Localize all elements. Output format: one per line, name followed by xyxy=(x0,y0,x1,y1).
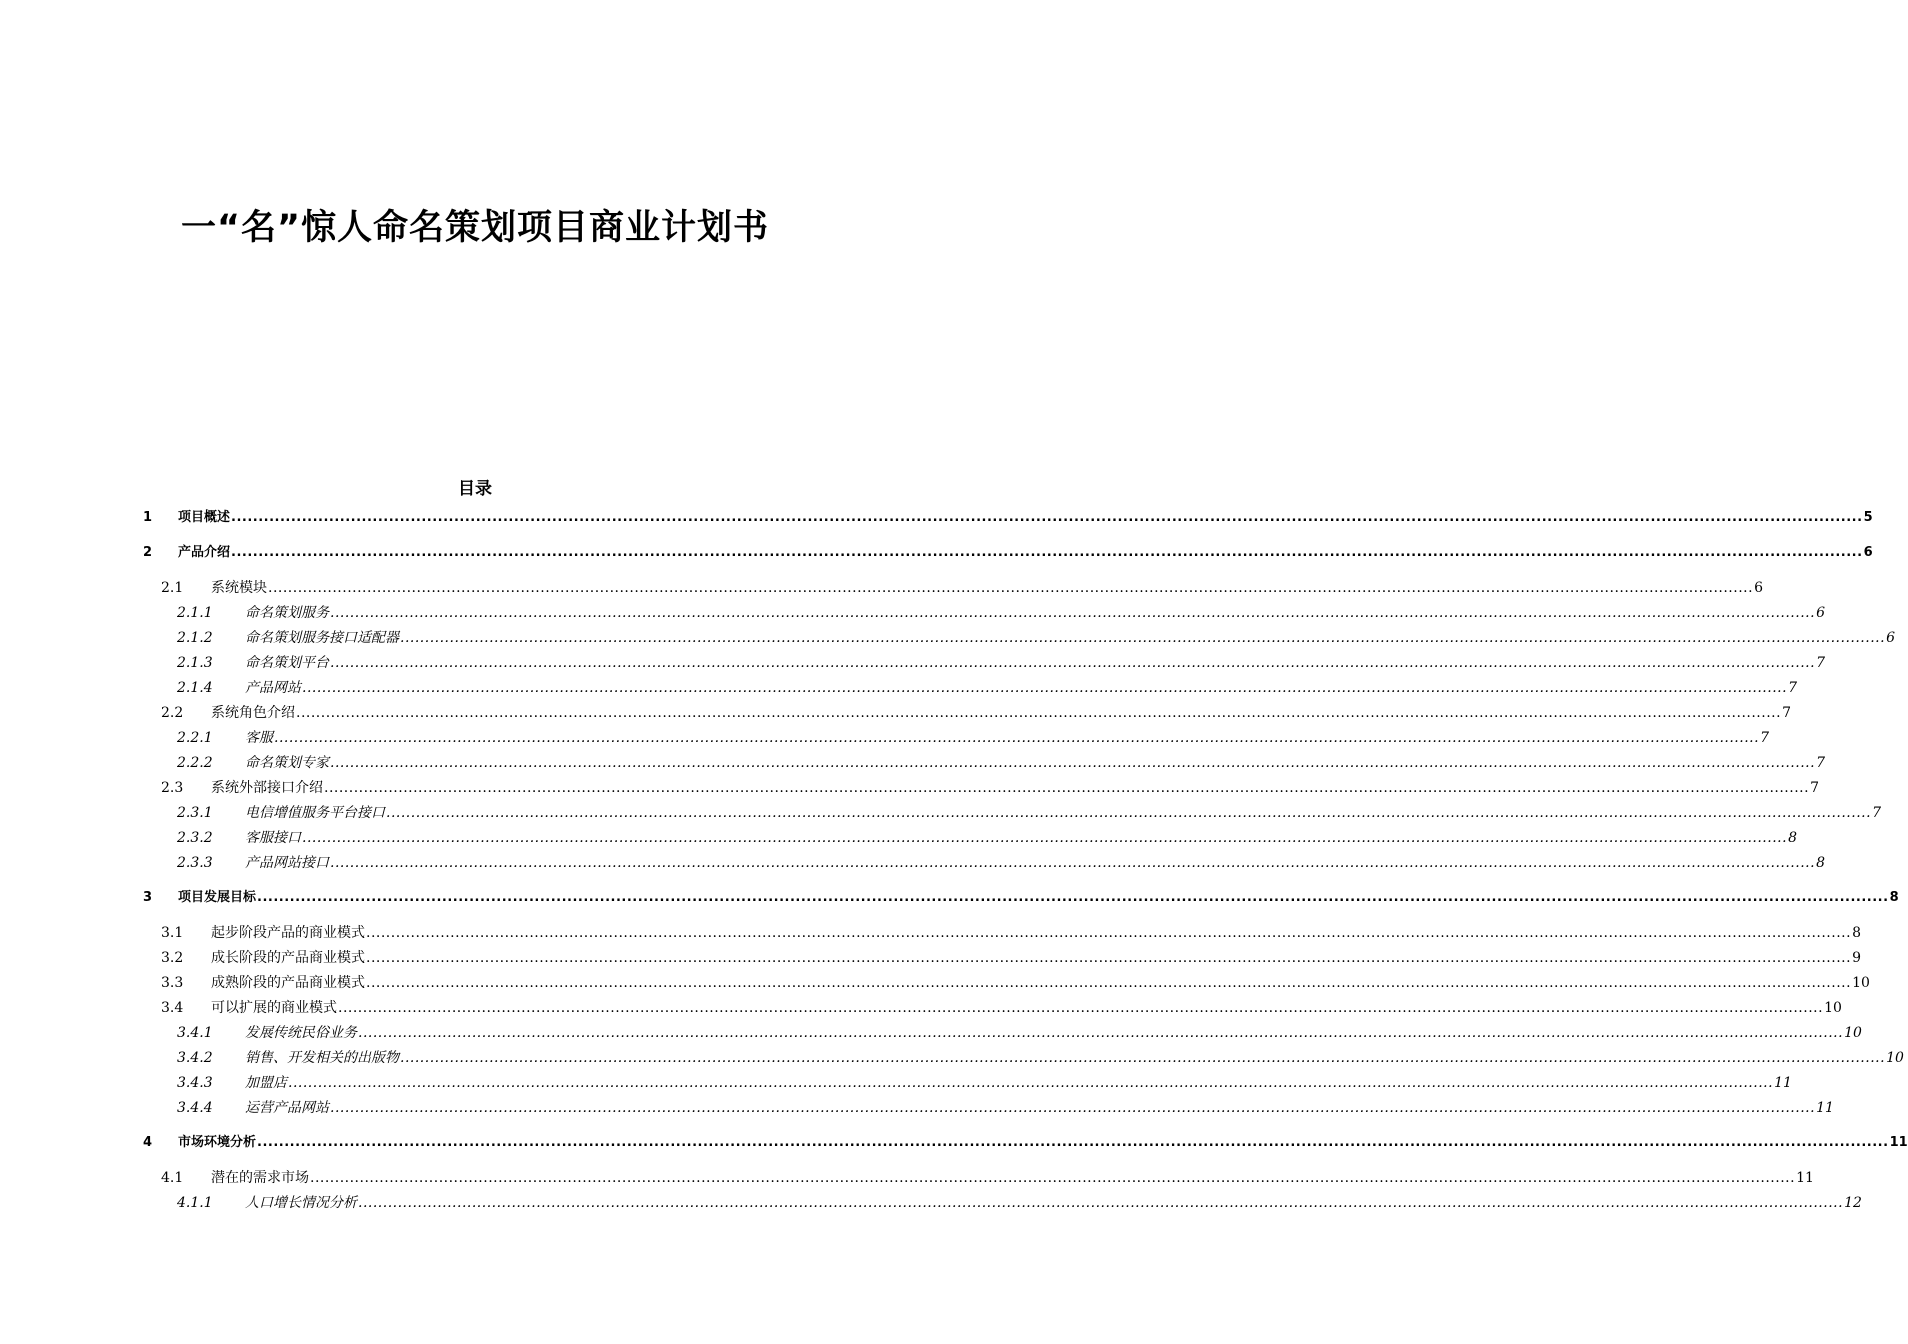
toc-entry-number: 4.1.1 xyxy=(177,1195,213,1211)
toc-entry-page: 7 xyxy=(1816,755,1825,771)
toc-entry-label: 客服接口 xyxy=(245,830,301,846)
toc-entry-line xyxy=(211,704,1791,722)
toc-entry-label: 电信增值服务平台接口 xyxy=(245,805,385,821)
toc-entry-line xyxy=(211,949,1861,967)
toc-entry-label: 命名策划平台 xyxy=(245,655,329,671)
toc-entry-label: 潜在的需求市场 xyxy=(211,1170,309,1186)
toc-entry-page: 7 xyxy=(1788,680,1797,696)
toc-entry-page: 11 xyxy=(1796,1170,1814,1186)
toc-entry-number: 1 xyxy=(143,510,153,525)
toc-entry-page: 8 xyxy=(1852,925,1861,941)
toc-entry-line xyxy=(245,854,1825,872)
toc-entry-number: 3.4.1 xyxy=(177,1025,213,1041)
toc-entry-label: 项目发展目标 xyxy=(178,890,257,905)
toc-entry-number: 3 xyxy=(143,890,153,905)
toc-entry-number: 3.2 xyxy=(161,950,184,966)
toc-entry-label: 项目概述 xyxy=(178,510,231,525)
toc-entry-page: 7 xyxy=(1810,780,1819,796)
toc-entry-line xyxy=(245,1024,1862,1042)
toc-entry-label: 客服 xyxy=(245,730,273,746)
toc-dot-leader: ............................................................................................................................................................................................................................................................................................................ xyxy=(386,805,1872,821)
toc-dot-leader: ............................................................................................................................................................................................................................................................................................................ xyxy=(330,1100,1816,1116)
toc-dot-leader: ............................................................................................................................................................................................................................................................................................................ xyxy=(324,780,1810,796)
toc-entry-label: 产品网站接口 xyxy=(245,855,329,871)
toc-entry-line xyxy=(245,1049,1904,1067)
toc-entry-label: 系统角色介绍 xyxy=(211,705,295,721)
toc-dot-leader: ............................................................................................................................................................................................................................................................................................................ xyxy=(400,630,1886,646)
toc-dot-leader: ............................................................................................................................................................................................................................................................................................................ xyxy=(366,950,1852,966)
toc-entry-number: 3.4.2 xyxy=(177,1050,213,1066)
toc-dot-leader: ............................................................................................................................................................................................................................................................................................................ xyxy=(366,975,1852,991)
document-title: 一“名”惊人命名策划项目商业计划书 xyxy=(180,208,769,248)
toc-entry-label: 市场环境分析 xyxy=(178,1135,257,1150)
toc-entry-line xyxy=(245,654,1825,672)
toc-entry-number: 3.1 xyxy=(161,925,184,941)
toc-dot-leader: ............................................................................................................................................................................................................................................................................................................ xyxy=(257,1135,1889,1150)
toc-dot-leader: ............................................................................................................................................................................................................................................................................................................ xyxy=(296,705,1782,721)
toc-entry-page: 8 xyxy=(1889,890,1899,905)
toc-entry-line xyxy=(245,1194,1862,1212)
toc-entry-line xyxy=(211,974,1870,992)
toc-dot-leader: ............................................................................................................................................................................................................................................................................................................ xyxy=(366,925,1852,941)
toc-entry-line xyxy=(211,1169,1814,1187)
toc-entry-line xyxy=(178,1134,1908,1152)
toc-entry-label: 系统外部接口介绍 xyxy=(211,780,323,796)
toc-entry-number: 2.2 xyxy=(161,705,184,721)
toc-entry-label: 人口增长情况分析 xyxy=(245,1195,357,1211)
toc-entry-line xyxy=(178,544,1873,562)
toc-entry-number: 2.1.4 xyxy=(177,680,213,696)
toc-entry-line xyxy=(178,889,1899,907)
toc-dot-leader: ............................................................................................................................................................................................................................................................................................................ xyxy=(338,1000,1824,1016)
toc-dot-leader: ............................................................................................................................................................................................................................................................................................................ xyxy=(257,890,1889,905)
toc-dot-leader: ............................................................................................................................................................................................................................................................................................................ xyxy=(288,1075,1774,1091)
toc-heading: 目录 xyxy=(458,479,492,499)
toc-entry-page: 7 xyxy=(1760,730,1769,746)
toc-entry-label: 命名策划服务接口适配器 xyxy=(245,630,399,646)
toc-entry-line xyxy=(245,679,1797,697)
toc-dot-leader: ............................................................................................................................................................................................................................................................................................................ xyxy=(330,605,1816,621)
toc-entry-number: 3.3 xyxy=(161,975,184,991)
toc-entry-page: 6 xyxy=(1816,605,1825,621)
toc-entry-number: 2.3.2 xyxy=(177,830,213,846)
toc-entry-label: 运营产品网站 xyxy=(245,1100,329,1116)
toc-entry-line xyxy=(245,804,1881,822)
toc-dot-leader: ............................................................................................................................................................................................................................................................................................................ xyxy=(358,1025,1844,1041)
toc-entry-line xyxy=(211,579,1763,597)
toc-entry-label: 命名策划服务 xyxy=(245,605,329,621)
toc-entry-number: 2.1.3 xyxy=(177,655,213,671)
toc-entry-page: 9 xyxy=(1852,950,1861,966)
toc-dot-leader: ............................................................................................................................................................................................................................................................................................................ xyxy=(330,755,1816,771)
toc-entry-number: 3.4.4 xyxy=(177,1100,213,1116)
toc-entry-label: 发展传统民俗业务 xyxy=(245,1025,357,1041)
toc-entry-number: 4.1 xyxy=(161,1170,184,1186)
toc-entry-label: 命名策划专家 xyxy=(245,755,329,771)
toc-entry-line xyxy=(245,1099,1834,1117)
toc-entry-line xyxy=(245,1074,1792,1092)
toc-entry-label: 起步阶段产品的商业模式 xyxy=(211,925,365,941)
toc-dot-leader: ............................................................................................................................................................................................................................................................................................................ xyxy=(268,580,1754,596)
toc-entry-label: 可以扩展的商业模式 xyxy=(211,1000,337,1016)
toc-entry-number: 2.2.1 xyxy=(177,730,213,746)
toc-entry-line xyxy=(245,629,1895,647)
toc-entry-line xyxy=(211,779,1819,797)
toc-entry-number: 2.2.2 xyxy=(177,755,213,771)
toc-entry-label: 系统模块 xyxy=(211,580,267,596)
toc-dot-leader: ............................................................................................................................................................................................................................................................................................................ xyxy=(400,1050,1886,1066)
toc-entry-page: 10 xyxy=(1844,1025,1862,1041)
toc-dot-leader: ............................................................................................................................................................................................................................................................................................................ xyxy=(231,510,1863,525)
toc-entry-number: 4 xyxy=(143,1135,153,1150)
toc-entry-page: 11 xyxy=(1774,1075,1792,1091)
toc-entry-page: 10 xyxy=(1852,975,1870,991)
toc-entry-label: 销售、开发相关的出版物 xyxy=(245,1050,399,1066)
toc-entry-line xyxy=(178,509,1873,527)
toc-entry-page: 8 xyxy=(1816,855,1825,871)
toc-dot-leader: ............................................................................................................................................................................................................................................................................................................ xyxy=(310,1170,1796,1186)
toc-entry-label: 成长阶段的产品商业模式 xyxy=(211,950,365,966)
toc-dot-leader: ............................................................................................................................................................................................................................................................................................................ xyxy=(302,830,1788,846)
toc-dot-leader: ............................................................................................................................................................................................................................................................................................................ xyxy=(330,855,1816,871)
toc-entry-number: 3.4.3 xyxy=(177,1075,213,1091)
toc-entry-number: 3.4 xyxy=(161,1000,184,1016)
toc-dot-leader: ............................................................................................................................................................................................................................................................................................................ xyxy=(274,730,1760,746)
toc-entry-number: 2.1.2 xyxy=(177,630,213,646)
toc-entry-page: 6 xyxy=(1886,630,1895,646)
toc-entry-line xyxy=(245,754,1825,772)
toc-dot-leader: ............................................................................................................................................................................................................................................................................................................ xyxy=(330,655,1816,671)
toc-entry-page: 6 xyxy=(1754,580,1763,596)
toc-entry-page: 11 xyxy=(1816,1100,1834,1116)
toc-entry-page: 7 xyxy=(1782,705,1791,721)
toc-entry-page: 7 xyxy=(1816,655,1825,671)
toc-entry-label: 加盟店 xyxy=(245,1075,287,1091)
toc-dot-leader: ............................................................................................................................................................................................................................................................................................................ xyxy=(358,1195,1844,1211)
toc-entry-page: 7 xyxy=(1872,805,1881,821)
toc-entry-page: 5 xyxy=(1863,510,1873,525)
toc-entry-number: 2.1 xyxy=(161,580,184,596)
toc-entry-number: 2.3.3 xyxy=(177,855,213,871)
toc-entry-page: 6 xyxy=(1863,545,1873,560)
toc-entry-line xyxy=(245,829,1797,847)
toc-entry-line xyxy=(211,999,1842,1017)
toc-entry-number: 2.1.1 xyxy=(177,605,213,621)
toc-entry-page: 10 xyxy=(1886,1050,1904,1066)
toc-entry-label: 成熟阶段的产品商业模式 xyxy=(211,975,365,991)
toc-entry-label: 产品介绍 xyxy=(178,545,231,560)
toc-entry-page: 11 xyxy=(1889,1135,1908,1150)
toc-entry-number: 2 xyxy=(143,545,153,560)
toc-entry-label: 产品网站 xyxy=(245,680,301,696)
toc-entry-page: 8 xyxy=(1788,830,1797,846)
toc-entry-line xyxy=(245,604,1825,622)
toc-dot-leader: ............................................................................................................................................................................................................................................................................................................ xyxy=(231,545,1863,560)
toc-entry-line xyxy=(245,729,1769,747)
toc-entry-page: 12 xyxy=(1844,1195,1862,1211)
toc-entry-number: 2.3 xyxy=(161,780,184,796)
toc-entry-number: 2.3.1 xyxy=(177,805,213,821)
toc-entry-line xyxy=(211,924,1861,942)
toc-dot-leader: ............................................................................................................................................................................................................................................................................................................ xyxy=(302,680,1788,696)
toc-entry-page: 10 xyxy=(1824,1000,1842,1016)
